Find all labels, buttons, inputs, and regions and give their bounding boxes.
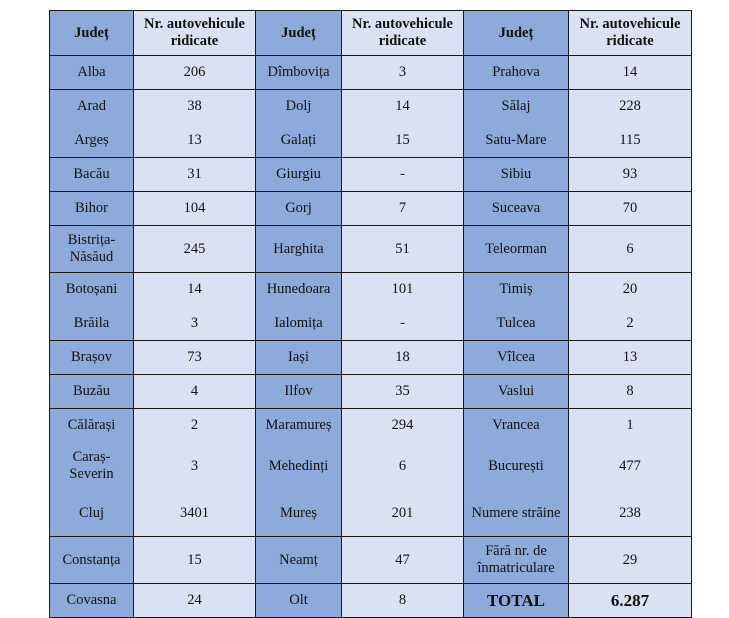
vehicle-count: 1 [569, 409, 692, 443]
vehicle-count: - [342, 307, 464, 341]
vehicle-count: 206 [134, 56, 256, 90]
county-name: Caraș-Severin [50, 443, 134, 490]
table-row [50, 375, 692, 409]
vehicle-count: 31 [134, 158, 256, 192]
vehicle-count: 18 [342, 341, 464, 375]
vehicle-count: 104 [134, 192, 256, 226]
vehicle-count: 3 [134, 307, 256, 341]
county-name: Cluj [50, 490, 134, 537]
header-row [50, 11, 692, 56]
total-label: TOTAL [464, 584, 569, 618]
county-name: Gorj [256, 192, 342, 226]
county-name: Sibiu [464, 158, 569, 192]
vehicle-count: 47 [342, 537, 464, 584]
vehicle-count: 14 [342, 90, 464, 124]
vehicle-count: 93 [569, 158, 692, 192]
vehicle-count: 115 [569, 124, 692, 158]
county-name: Călărași [50, 409, 134, 443]
vehicle-count: 14 [134, 273, 256, 307]
county-name: Tulcea [464, 307, 569, 341]
county-name: București [464, 443, 569, 490]
vehicle-count: 7 [342, 192, 464, 226]
table-row [50, 90, 692, 124]
vehicle-count: 51 [342, 226, 464, 273]
vehicle-count: - [342, 158, 464, 192]
county-name: Neamț [256, 537, 342, 584]
vehicle-count: 245 [134, 226, 256, 273]
county-name: Timiș [464, 273, 569, 307]
county-name: Giurgiu [256, 158, 342, 192]
county-name: Prahova [464, 56, 569, 90]
county-name: Satu-Mare [464, 124, 569, 158]
county-name: Vîlcea [464, 341, 569, 375]
vehicle-count: 3 [342, 56, 464, 90]
county-name: Botoșani [50, 273, 134, 307]
vehicle-count: 3 [134, 443, 256, 490]
county-name: Bistrița-Năsăud [50, 226, 134, 273]
county-name: Buzău [50, 375, 134, 409]
vehicle-count: 6 [569, 226, 692, 273]
table-row [50, 307, 692, 341]
table-row [50, 409, 692, 443]
vehicle-count: 101 [342, 273, 464, 307]
county-name: Ilfov [256, 375, 342, 409]
vehicle-count: 29 [569, 537, 692, 584]
vehicle-count: 13 [134, 124, 256, 158]
table-row [50, 443, 692, 490]
county-name: Iași [256, 341, 342, 375]
table-row [50, 273, 692, 307]
county-name: Numere străine [464, 490, 569, 537]
table-row [50, 192, 692, 226]
vehicle-count: 73 [134, 341, 256, 375]
table-row [50, 226, 692, 273]
county-name: Arad [50, 90, 134, 124]
county-name: Hunedoara [256, 273, 342, 307]
vehicles-removed-table [49, 10, 692, 618]
county-name: Mehedinți [256, 443, 342, 490]
vehicle-count: 238 [569, 490, 692, 537]
vehicle-count: 477 [569, 443, 692, 490]
county-name: Galați [256, 124, 342, 158]
county-name: Bihor [50, 192, 134, 226]
county-name: Argeș [50, 124, 134, 158]
county-name: Bacău [50, 158, 134, 192]
table-row [50, 537, 692, 584]
county-name: Mureș [256, 490, 342, 537]
table-row [50, 56, 692, 90]
vehicle-count: 4 [134, 375, 256, 409]
vehicle-count: 38 [134, 90, 256, 124]
county-name: Brașov [50, 341, 134, 375]
vehicle-count: 15 [134, 537, 256, 584]
table-row [50, 341, 692, 375]
vehicle-count: 8 [342, 584, 464, 618]
county-name: Olt [256, 584, 342, 618]
vehicle-count: 35 [342, 375, 464, 409]
header-nr-1: Nr. autovehicule ridicate [134, 11, 256, 56]
vehicle-count: 15 [342, 124, 464, 158]
vehicle-count: 294 [342, 409, 464, 443]
table-row [50, 490, 692, 537]
vehicle-count: 13 [569, 341, 692, 375]
county-name: Sălaj [464, 90, 569, 124]
vehicle-count: 8 [569, 375, 692, 409]
header-nr-2: Nr. autovehicule ridicate [342, 11, 464, 56]
vehicle-count: 201 [342, 490, 464, 537]
total-value: 6.287 [569, 584, 692, 618]
county-name: Vaslui [464, 375, 569, 409]
header-judet-2: Județ [256, 11, 342, 56]
vehicle-count: 228 [569, 90, 692, 124]
header-judet-3: Județ [464, 11, 569, 56]
county-name: Teleorman [464, 226, 569, 273]
county-name: Brăila [50, 307, 134, 341]
vehicle-count: 3401 [134, 490, 256, 537]
county-name: Dolj [256, 90, 342, 124]
vehicle-count: 6 [342, 443, 464, 490]
table-row [50, 124, 692, 158]
county-name: Ialomița [256, 307, 342, 341]
header-nr-3: Nr. autovehicule ridicate [569, 11, 692, 56]
report-table-container [49, 10, 691, 618]
county-name: Harghita [256, 226, 342, 273]
vehicle-count: 70 [569, 192, 692, 226]
vehicle-count: 2 [569, 307, 692, 341]
header-judet-1: Județ [50, 11, 134, 56]
county-name: Vrancea [464, 409, 569, 443]
county-name: Alba [50, 56, 134, 90]
county-name: Maramureș [256, 409, 342, 443]
vehicle-count: 24 [134, 584, 256, 618]
vehicle-count: 14 [569, 56, 692, 90]
county-name: Suceava [464, 192, 569, 226]
county-name: Fără nr. de înmatriculare [464, 537, 569, 584]
vehicle-count: 20 [569, 273, 692, 307]
table-row [50, 158, 692, 192]
table-row [50, 584, 692, 618]
vehicle-count: 2 [134, 409, 256, 443]
county-name: Covasna [50, 584, 134, 618]
county-name: Dîmbovița [256, 56, 342, 90]
county-name: Constanța [50, 537, 134, 584]
